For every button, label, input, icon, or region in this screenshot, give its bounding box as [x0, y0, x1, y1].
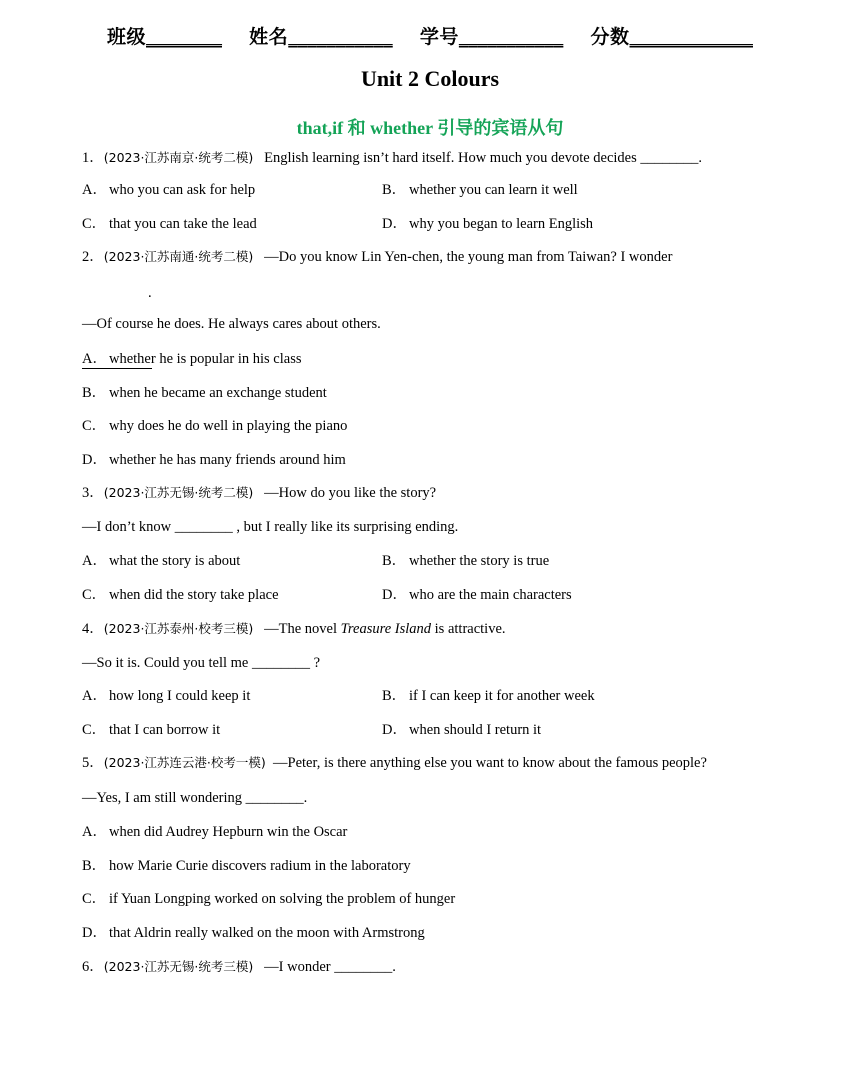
question-5-option-a[interactable] — [82, 823, 347, 841]
question-source: (2023·江苏无锡·统考二模) — [103, 485, 254, 500]
option-text: if I can keep it for another week — [409, 688, 595, 704]
question-3-options-row-1 — [82, 552, 550, 570]
question-source: (2023·江苏无锡·统考三模) — [103, 959, 254, 974]
question-number: 5． — [82, 755, 104, 771]
question-5-option-c[interactable] — [82, 890, 455, 908]
option-letter: D． — [82, 925, 107, 941]
student-id-label: 学号 — [419, 26, 459, 48]
pen-strike-mark — [82, 368, 152, 369]
page-title: Unit 2 Colours — [360, 66, 500, 91]
option-letter: C． — [82, 216, 107, 232]
question-1-options-row-1 — [82, 181, 578, 199]
question-3-stem — [82, 484, 436, 502]
question-source: (2023·江苏泰州·校考三模) — [103, 621, 254, 636]
question-source: (2023·江苏南京·统考二模) — [103, 150, 254, 165]
option-text: who you can ask for help — [109, 182, 256, 198]
score-label: 分数 — [590, 26, 630, 48]
option-a[interactable] — [82, 552, 240, 570]
option-letter: A． — [82, 824, 107, 840]
option-text: whether the story is true — [409, 553, 550, 569]
question-1-stem — [82, 149, 702, 167]
option-text: if Yuan Longping worked on solving the problem of hunger — [109, 891, 456, 907]
question-4-stem — [82, 620, 506, 638]
option-text: that you can take the lead — [109, 216, 257, 232]
option-d[interactable] — [382, 721, 541, 739]
question-text-end: is attractive. — [431, 621, 506, 637]
option-b[interactable] — [382, 181, 578, 199]
question-2-stem — [82, 248, 672, 266]
option-letter: C． — [82, 722, 107, 738]
name-label: 姓名 — [249, 26, 289, 48]
score-blank: _____________ — [629, 26, 753, 48]
option-letter: C． — [82, 587, 107, 603]
student-id-field — [420, 26, 564, 48]
option-text: why does he do well in playing the piano — [109, 418, 348, 434]
option-letter: D． — [382, 722, 407, 738]
question-4-reply: —So it is. Could you tell me ________ ? — [82, 655, 321, 671]
option-letter: C． — [82, 891, 107, 907]
option-letter: D． — [382, 216, 407, 232]
option-letter: B． — [82, 385, 107, 401]
option-b[interactable] — [382, 687, 595, 705]
name-field — [249, 26, 393, 48]
question-5-option-b[interactable] — [82, 857, 411, 875]
question-number: 2． — [82, 249, 104, 265]
option-text: when did the story take place — [109, 587, 279, 603]
option-letter: A． — [82, 688, 107, 704]
option-c[interactable] — [82, 721, 220, 739]
question-2-option-d[interactable] — [82, 451, 346, 469]
question-2-option-a[interactable] — [82, 350, 302, 368]
option-text: when should I return it — [409, 722, 542, 738]
question-text: —The novel — [264, 621, 341, 637]
option-c[interactable] — [82, 586, 279, 604]
page-subtitle: that,if 和 whether 引导的宾语从句 — [296, 118, 564, 138]
question-5-stem — [82, 754, 707, 772]
question-text: —I wonder ________. — [264, 959, 396, 975]
option-text: when did Audrey Hepburn win the Oscar — [109, 824, 348, 840]
question-2-option-b[interactable] — [82, 384, 327, 402]
option-text: whether he has many friends around him — [109, 452, 346, 468]
question-3-options-row-2 — [82, 586, 572, 604]
option-letter: B． — [382, 553, 407, 569]
option-text: what the story is about — [109, 553, 241, 569]
class-label: 班级 — [107, 26, 147, 48]
question-2-reply: —Of course he does. He always cares about others. — [82, 316, 381, 332]
option-letter: D． — [382, 587, 407, 603]
option-d[interactable] — [382, 586, 572, 604]
question-text: —Peter, is there anything else you want to know about the famous people? — [273, 755, 707, 771]
option-text: that I can borrow it — [109, 722, 221, 738]
option-letter: B． — [82, 858, 107, 874]
option-letter: B． — [382, 688, 407, 704]
option-letter: B． — [382, 182, 407, 198]
question-number: 3． — [82, 485, 104, 501]
option-text: how Marie Curie discovers radium in the laboratory — [109, 858, 411, 874]
question-5-option-d[interactable] — [82, 924, 425, 942]
option-text: whether he is popular in his class — [109, 351, 302, 367]
question-4-options-row-2 — [82, 721, 542, 739]
option-text: why you began to learn English — [409, 216, 594, 232]
class-blank: ________ — [146, 26, 223, 48]
question-number: 4． — [82, 621, 104, 637]
student-info-header — [0, 22, 860, 49]
option-d[interactable] — [382, 215, 593, 233]
option-c[interactable] — [82, 215, 257, 233]
question-1-options-row-2 — [82, 215, 594, 233]
option-letter: C． — [82, 418, 107, 434]
question-5-reply: —Yes, I am still wondering ________. — [82, 790, 308, 806]
question-2-option-c[interactable] — [82, 417, 347, 435]
option-letter: A． — [82, 553, 107, 569]
option-text: that Aldrin really walked on the moon with Armstrong — [109, 925, 425, 941]
question-source: (2023·江苏南通·统考二模) — [103, 249, 254, 264]
option-text: whether you can learn it well — [409, 182, 578, 198]
option-text: how long I could keep it — [109, 688, 251, 704]
question-source: (2023·江苏连云港·校考一模) — [103, 755, 266, 770]
question-6-stem — [82, 958, 396, 976]
question-number: 1． — [82, 150, 104, 166]
option-a[interactable] — [82, 181, 255, 199]
option-text: when he became an exchange student — [109, 385, 327, 401]
question-text: —Do you know Lin Yen-chen, the young man from Taiwan? I wonder — [264, 249, 673, 265]
book-title: Treasure Island — [340, 621, 432, 637]
question-text: English learning isn’t hard itself. How much you devote decides ________. — [264, 150, 703, 166]
option-b[interactable] — [382, 552, 549, 570]
question-number: 6． — [82, 959, 104, 975]
question-4-options-row-1 — [82, 687, 595, 705]
name-blank: ___________ — [288, 26, 393, 48]
student-id-blank: ___________ — [458, 26, 564, 48]
option-text: who are the main characters — [409, 587, 572, 603]
option-letter: A． — [82, 351, 107, 367]
question-2-stem-continuation: . — [148, 285, 152, 301]
option-letter: D． — [82, 452, 107, 468]
score-field — [590, 26, 753, 48]
question-3-reply: —I don’t know ________ , but I really like its surprising ending. — [82, 519, 459, 535]
option-letter: A． — [82, 182, 107, 198]
question-text: —How do you like the story? — [264, 485, 437, 501]
option-a[interactable] — [82, 687, 250, 705]
class-field — [107, 26, 222, 48]
